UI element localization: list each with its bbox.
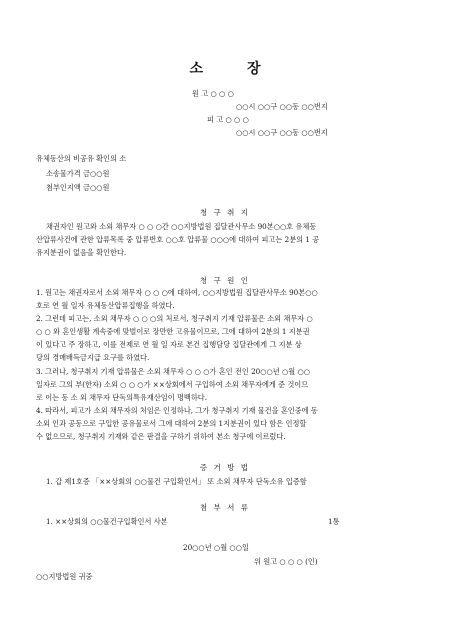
evidence-heading: 증 거 방 법	[199, 463, 251, 472]
reasons-line: 2. 그런데 피고는, 소외 채무자 ○ ○ ○의 처로서, 청구취지 기재 압류물은 소외 채무자 ○	[36, 314, 313, 324]
reasons-line: 일자로 그의 부(한자) 소외 ○ ○ ○가 ××상회에서 구입하여 소외 채무자에게 준 것이므	[36, 379, 309, 389]
case-amount: 소송물가격 금○○원	[46, 169, 110, 178]
defendant-label: 피 고 ○ ○ ○	[207, 115, 249, 124]
title-char-1: 소	[189, 61, 203, 77]
signer-line: 위 원고 ○ ○ ○ (인)	[254, 557, 318, 566]
case-name: 유체동산의 비공유 확인의 소	[36, 154, 127, 163]
reasons-line: 3. 그러나, 청구취지 기재 압류물은 소외 채무자 ○ ○ ○가 혼인 전인 20○○년 ○월 ○○	[36, 366, 311, 376]
reasons-line: 수 없으므로, 청구취지 기재와 같은 판결을 구하기 위하여 본소 청구에 이르렀다.	[36, 432, 286, 442]
plaintiff-label: 원 고 ○ ○ ○	[192, 89, 234, 98]
reasons-heading: 청 구 원 인	[199, 276, 251, 285]
claim-body	[36, 220, 424, 259]
document-date: 20○○년 ○월 ○○일	[183, 543, 249, 552]
reasons-line: 호로 연 월 일자 유체동산압류집행을 하였다.	[36, 301, 175, 311]
defendant-address: ○○시 ○○구 ○○동 ○○번지	[236, 128, 328, 137]
reasons-body	[36, 286, 424, 443]
stamp-amount: 첨부인지액 금○○원	[46, 183, 110, 192]
reasons-line: ○ ○ 와 혼인생활 계속중에 맞벌이로 장만한 고유물이므로, 그에 대하여 2분의 1 지분권	[36, 327, 310, 337]
claim-line: 유지분권이 없음을 확인한다.	[36, 248, 127, 257]
claim-line: 채권자인 원고와 소외 채무자 ○ ○ ○간 ○○지방법원 집달관사무소 90본○○호 유체동	[46, 222, 317, 231]
reasons-line: 소외 인과 공동으로 구입한 공유물로서 그에 대하여 2분의 1지분권이 있다 함은 인정할	[36, 418, 307, 428]
claim-line: 산압류사건에 관한 압류목록 중 압류번호 ○○호 압류물 ○○○에 대하여 피고는 2분의 1 공	[36, 235, 320, 244]
reasons-line: 당의 경매배득금지급 요구를 하였다.	[36, 353, 150, 363]
document-title	[0, 58, 450, 78]
evidence-item: 1. 갑 제1호증 「××상회의 ○○물건 구입확인서」 또 소외 채무자 단독소유 입증함	[46, 477, 307, 486]
reasons-line: 4. 따라서, 피고가 소외 채무자의 처임은 인정하나, 그가 청구취지 기재 물건을 혼인중에 동	[36, 405, 318, 415]
reasons-line: 1. 원고는 채권자로서 소외 채무자 ○ ○ ○에 대하여, ○○지방법원 집달관사무소 90본○○	[36, 288, 318, 297]
attachment-item: 1. ××상회의 ○○물건구입확인서 사본	[46, 517, 168, 526]
attachments-heading: 첨 부 서 류	[199, 503, 251, 512]
attachment-count: 1통	[328, 517, 340, 526]
claim-heading: 청 구 취 지	[199, 208, 251, 217]
reasons-line: 이 있다고 주 장하고, 이를 전제로 연 월 일 자로 본건 집행담당 집달관에게 그 지분 상	[36, 340, 302, 350]
plaintiff-address: ○○시 ○○구 ○○동 ○○번지	[236, 102, 328, 111]
reasons-line: 로 이는 동 소 외 채무자 단독의특유재산임이 명백하다.	[36, 392, 208, 402]
title-char-2: 장	[247, 61, 261, 77]
court-addressee: ○○지방법원 귀중	[36, 572, 93, 581]
